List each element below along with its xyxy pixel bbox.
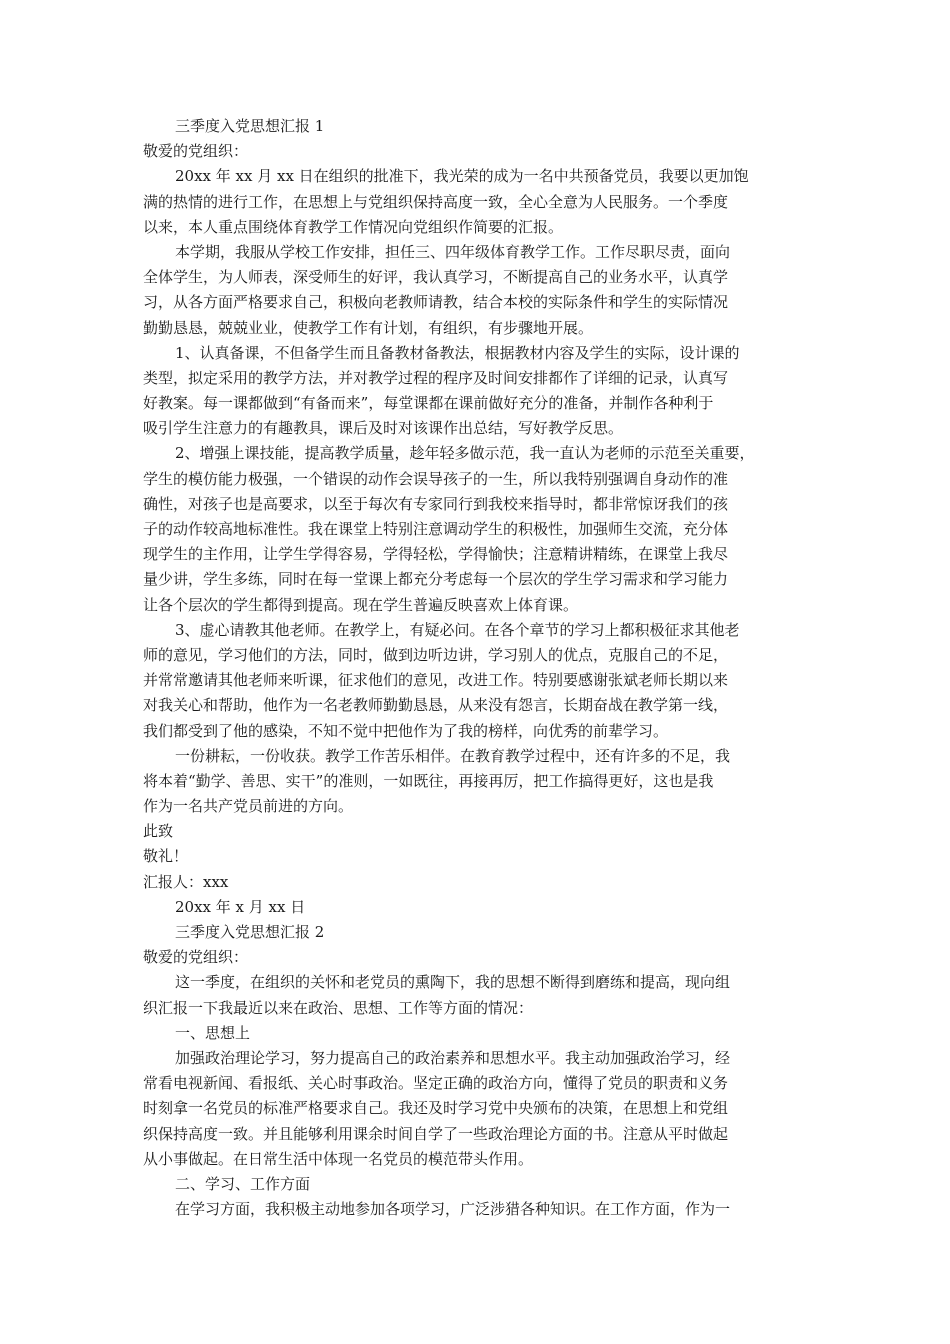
text-line: 满的热情的进行工作，在思想上与党组织保持高度一致，全心全意为人民服务。一个季度 bbox=[143, 192, 729, 211]
text-line: 3、虚心请教其他老师。在教学上，有疑必问。在各个章节的学习上都积极征求其他老 bbox=[175, 620, 740, 639]
text-line: 三季度入党思想汇报 2 bbox=[175, 923, 325, 941]
text-line: 作为一名共产党员前进的方向。 bbox=[143, 797, 354, 816]
document-page bbox=[143, 114, 808, 1222]
text-line: 这一季度，在组织的关怀和老党员的熏陶下，我的思想不断得到磨练和提高，现向组 bbox=[175, 973, 731, 992]
text-line: 从小事做起。在日常生活中体现一名党员的模范带头作用。 bbox=[143, 1149, 534, 1168]
text-line: 子的动作较高地标准性。我在课堂上特别注意调动学生的积极性，加强师生交流，充分体 bbox=[143, 520, 729, 538]
text-line: 类型，拟定采用的教学方法，并对教学过程的程序及时间安排都作了详细的记录，认真写 bbox=[143, 368, 729, 387]
text-line: 将本着“勤学、善思、实干”的准则，一如既往，再接再厉，把工作搞得更好，这也是我 bbox=[143, 771, 714, 790]
text-line: 勤勤恳恳，兢兢业业，使教学工作有计划，有组织，有步骤地开展。 bbox=[143, 318, 594, 337]
text-line: 二、学习、工作方面 bbox=[175, 1174, 311, 1193]
text-line: 学生的模仿能力极强，一个错误的动作会误导孩子的一生，所以我特别强调自身动作的准 bbox=[143, 469, 729, 488]
text-line: 师的意见，学习他们的方法，同时，做到边听边讲，学习别人的优点，克服自己的不足， bbox=[143, 645, 729, 664]
text-line: 敬爱的党组织： bbox=[143, 142, 249, 161]
text-line: 以来，本人重点围绕体育教学工作情况向党组织作简要的汇报。 bbox=[143, 217, 564, 236]
text-line: 常看电视新闻、看报纸、关心时事政治。坚定正确的政治方向，懂得了党员的职责和义务 bbox=[143, 1074, 729, 1093]
text-line: 一、思想上 bbox=[175, 1023, 251, 1042]
text-line: 1、认真备课，不但备学生而且备教材备教法，根据教材内容及学生的实际，设计课的 bbox=[175, 343, 740, 362]
text-line: 2、增强上课技能，提高教学质量，趁年轻多做示范，我一直认为老师的示范至关重要， bbox=[175, 444, 755, 463]
text-line: 敬爱的党组织： bbox=[143, 948, 249, 967]
text-line: 时刻拿一名党员的标准严格要求自己。我还及时学习党中央颁布的决策，在思想上和党组 bbox=[143, 1099, 729, 1118]
text-line: 此致 bbox=[143, 822, 174, 841]
text-line: 一份耕耘，一份收获。教学工作苦乐相伴。在教育教学过程中，还有许多的不足，我 bbox=[175, 746, 731, 765]
text-line: 织汇报一下我最近以来在政治、思想、工作等方面的情况： bbox=[143, 998, 534, 1017]
text-line: 现学生的主作用，让学生学得容易，学得轻松，学得愉快；注意精讲精练，在课堂上我尽 bbox=[143, 545, 729, 564]
text-line: 三季度入党思想汇报 1 bbox=[175, 117, 325, 135]
text-line: 我们都受到了他的感染，不知不觉中把他作为了我的榜样，向优秀的前辈学习。 bbox=[143, 721, 669, 740]
text-line: 对我关心和帮助，他作为一名老教师勤勤恳恳，从来没有怨言，长期奋战在教学第一线， bbox=[143, 696, 729, 715]
text-line: 让各个层次的学生都得到提高。现在学生普遍反映喜欢上体育课。 bbox=[143, 595, 579, 614]
text-line: 本学期，我服从学校工作安排，担任三、四年级体育教学工作。工作尽职尽责，面向 bbox=[175, 242, 731, 261]
text-line: 量少讲，学生多练，同时在每一堂课上都充分考虑每一个层次的学生学习需求和学习能力 bbox=[143, 570, 729, 589]
text-line: 好教案。每一课都做到“有备而来”，每堂课都在课前做好充分的准备，并制作各种利于 bbox=[143, 394, 714, 413]
text-line: 敬礼！ bbox=[143, 847, 189, 866]
text-line: 全体学生，为人师表，深受师生的好评，我认真学习，不断提高自己的业务水平，认真学 bbox=[143, 268, 729, 287]
text-line: 加强政治理论学习，努力提高自己的政治素养和思想水平。我主动加强政治学习，经 bbox=[175, 1048, 731, 1067]
text-line: 织保持高度一致。并且能够利用课余时间自学了一些政治理论方面的书。注意从平时做起 bbox=[143, 1124, 729, 1143]
text-line: 并常常邀请其他老师来听课，征求他们的意见，改进工作。特别要感谢张斌老师长期以来 bbox=[143, 671, 729, 690]
text-line: 习，从各方面严格要求自己，积极向老教师请教，结合本校的实际条件和学生的实际情况 bbox=[143, 293, 729, 312]
text-line: 20xx 年 x 月 xx 日 bbox=[175, 897, 306, 916]
text-line: 汇报人：xxx bbox=[143, 872, 229, 891]
text-line: 20xx 年 xx 月 xx 日在组织的批准下，我光荣的成为一名中共预备党员，我要以更加饱 bbox=[175, 167, 749, 186]
text-line: 吸引学生注意力的有趣教具，课后及时对该课作出总结，写好教学反思。 bbox=[143, 419, 624, 438]
text-line: 在学习方面，我积极主动地参加各项学习，广泛涉猎各种知识。在工作方面，作为一 bbox=[175, 1200, 731, 1219]
text-line: 确性，对孩子也是高要求，以至于每次有专家同行到我校来指导时，都非常惊讶我们的孩 bbox=[143, 494, 729, 513]
